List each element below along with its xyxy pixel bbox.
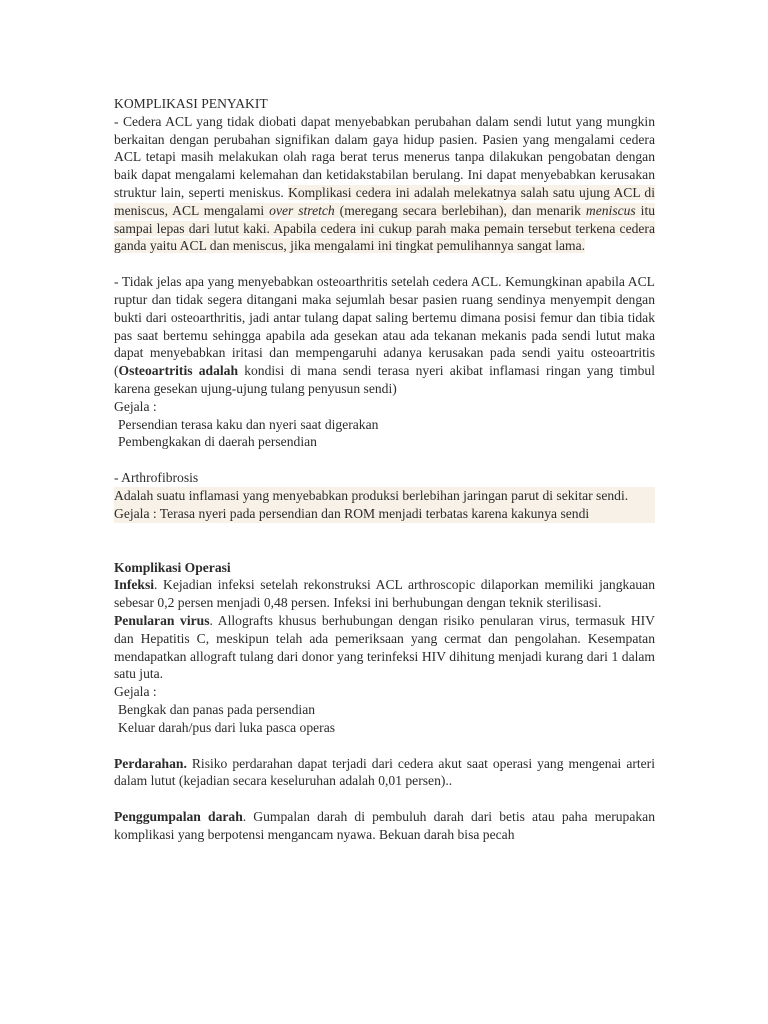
acl-text: - Cedera ACL yang tidak diobati dapat menyebabkan perubahan dalam sendi lutut yang mungkin berkaitan dengan perubahan signifikan dalam gaya hidup pasien. Pasien yang mengalami cedera ACL tetapi masih melakukan olah raga berat terus menerus tanpa dilakukan pengobatan dengan baik dapat mengalami kelemahan dan ketidakstabilan berulang. Ini dapat menyebabkan kerusakan struktur lain, seperti meniskus. — [114, 113, 655, 200]
infeksi-text: . Kejadian infeksi setelah rekonstruksi ACL arthroscopic dilaporkan memiliki jangkauan sebesar 0,2 persen menjadi 0,48 persen. Infeksi ini berhubungan dengan teknik sterilisasi. — [114, 577, 655, 611]
penularan-virus-label: Penularan virus — [114, 612, 210, 628]
penularan-virus-paragraph — [114, 612, 655, 683]
arthrofibrosis-text: Adalah suatu inflamasi yang menyebabkan produksi berlebihan jaringan parut di sekitar sendi. Gejala : Terasa nyeri pada persendian dan ROM menjadi terbatas karena kakunya sendi — [114, 487, 655, 523]
penggumpalan-darah-text: . Gumpalan darah di pembuluh darah dari betis atau paha merupakan komplikasi yang berpotensi mengancam nyawa. Bekuan darah bisa pecah — [114, 809, 656, 842]
virus-gejala-label: Gejala : — [114, 684, 157, 700]
virus-symptom-item: Bengkak dan panas pada persendian — [118, 701, 316, 717]
section-title-komplikasi-operasi — [114, 559, 655, 577]
section2-title-text: Komplikasi Operasi — [114, 559, 231, 575]
perdarahan-label: Perdarahan. — [114, 755, 187, 771]
oa-symptom-item: Pembengkakan di daerah persendian — [118, 434, 317, 450]
perdarahan-text: Risiko perdarahan dapat terjadi dari cedera akut saat operasi yang mengenai arteri dalam lutut (kejadian secara keseluruhan adalah 0,01 persen).. — [114, 755, 655, 789]
oa-text-end: kondisi di mana sendi terasa nyeri akibat inflamasi ringan yang timbul karena gesekan ujung-ujung tulang penyusun sendi) — [114, 363, 655, 396]
oa-definition-term: Osteoartritis adalah — [118, 363, 238, 379]
oa-text: - Tidak jelas apa yang menyebabkan osteoarthritis setelah cedera ACL. Kemungkinan apabila ACL ruptur dan tidak segera ditangani maka sejumlah besar pasien ruang sendinya menyempit dengan bukti dari osteoarthritis, jadi antar tulang dapat saling bertemu dimana posisi femur dan tibia tidak pas saat bertemu sehingga apabila ada gesekan atau ada tekanan mekanis pada sendi lutut maka dapat menyebabkan iritasi dan mempengaruhi adanya kerusakan pada sendi yaitu osteoartritis ( — [114, 274, 655, 379]
penularan-virus-text: . Allografts khusus berhubungan dengan risiko penularan virus, termasuk HIV dan Hepatitis C, meskipun telah ada pemeriksaan yang cermat dan pengolahan. Kesempatan mendapatkan allograft tulang dari donor yang terinfeksi HIV dihitung menjadi kurang dari 1 dalam satu juta. — [114, 612, 656, 682]
acl-highlight-text-b: (meregang secara berlebihan), dan menarik — [334, 202, 586, 218]
document-body — [114, 95, 655, 844]
arthrofibrosis-title: - Arthrofibrosis — [114, 470, 199, 486]
penggumpalan-darah-label: Penggumpalan darah — [114, 809, 243, 825]
acl-highlight-text-a: Komplikasi cedera ini adalah melekatnya salah satu ujung ACL di meniscus, ACL mengalami — [114, 184, 655, 218]
term-over-stretch: over stretch — [269, 202, 335, 218]
oa-gejala-label: Gejala : — [114, 398, 157, 414]
acl-paragraph — [114, 113, 655, 255]
perdarahan-paragraph — [114, 755, 655, 791]
term-meniscus: meniscus — [585, 202, 636, 218]
acl-highlight-text-c: itu sampai lepas dari lutut kaki. Apabila cedera ini cukup parah maka pemain tersebut terkena cedera ganda yaitu ACL dan meniscus, jika mengalami ini tingkat pemulihannya sangat lama. — [114, 202, 656, 254]
infeksi-label: Infeksi — [114, 577, 155, 593]
infeksi-paragraph — [114, 576, 655, 612]
section-title-komplikasi-penyakit: KOMPLIKASI PENYAKIT — [114, 96, 268, 111]
virus-symptom-item: Keluar darah/pus dari luka pasca operas — [118, 719, 336, 735]
penggumpalan-darah-paragraph — [114, 808, 655, 844]
osteoarthritis-paragraph — [114, 273, 655, 398]
oa-symptom-item: Persendian terasa kaku dan nyeri saat digerakan — [118, 416, 379, 432]
